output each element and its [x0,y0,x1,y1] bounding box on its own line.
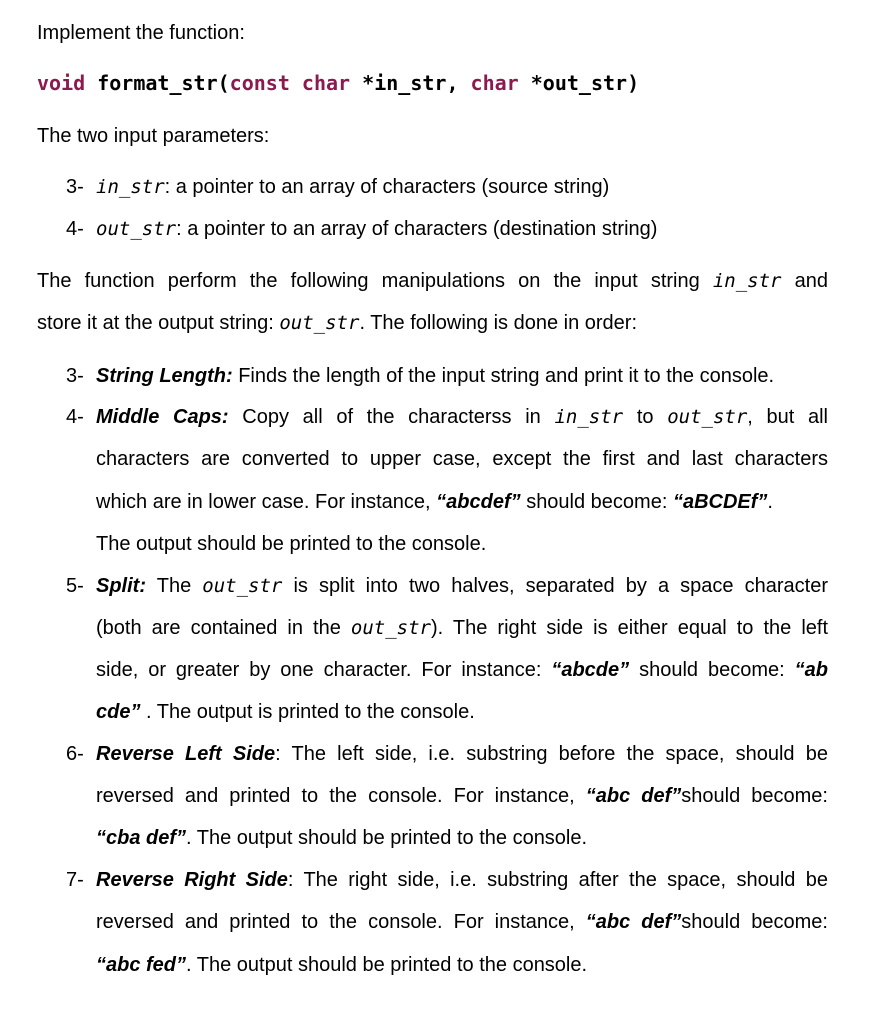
param-number: 4- [66,218,84,240]
example-string: “ab [794,659,828,681]
example-string: “cba def” [96,827,187,849]
step-line: (both are contained in the out_str). The right side is either equal to the left [96,617,828,639]
step-line: reversed and printed to the console. For instance, “abc def”should become: [96,785,828,807]
step-line: side, or greater by one character. For instance: “abcde” should become: “ab [96,659,828,681]
param-item [96,217,657,241]
step-line: which are in lower case. For instance, “abcdef” should become: “aBCDEf”. [96,491,773,513]
char-keyword: char [289,71,351,95]
step-line: cde” . The output is printed to the console. [96,701,475,723]
inline-var: in_str [554,406,624,428]
step-line: The output should be printed to the console. [96,533,487,555]
const-keyword: const [229,71,290,95]
param-item [96,175,609,199]
step-number: 3- [66,365,84,387]
param-name: in_str [96,176,165,198]
param-desc: : a pointer to an array of characters (source string) [164,176,610,198]
intro-text: Implement the function: [37,22,245,44]
inline-var: out_str [667,406,748,428]
example-string: “abcdef” [436,491,521,513]
inline-var: out_str [279,312,360,334]
function-name: format_str( [85,71,230,95]
inline-var: out_str [350,617,431,639]
step-title: String Length: [96,365,233,387]
inline-var: out_str [202,575,283,597]
step-title: Reverse Right Side [96,869,288,891]
params-heading: The two input parameters: [37,125,270,147]
step-number: 6- [66,743,84,765]
param-in-str: *in_str, [350,71,459,95]
step-line: Reverse Right Side: The right side, i.e. substring after the space, should be [96,869,828,891]
step-line: characters are converted to upper case, except the first and last characters [96,448,828,470]
example-string: “abc def” [585,785,682,807]
param-number: 3- [66,176,84,198]
step-line: Middle Caps: Copy all of the characterss in in_str to out_str, but all [96,406,828,428]
step-title: Reverse Left Side [96,743,276,765]
step-number: 5- [66,575,84,597]
example-string: “abc def” [585,911,682,933]
step-line: reversed and printed to the console. For instance, “abc def”should become: [96,911,828,933]
step-number: 4- [66,406,84,428]
example-string: cde” [96,701,141,723]
param-desc: : a pointer to an array of characters (destination string) [176,218,658,240]
void-keyword: void [37,71,86,95]
example-string: “abcde” [551,659,630,681]
example-string: “aBCDEf” [672,491,768,513]
step-line: “abc fed”. The output should be printed to the console. [96,954,588,976]
step-line: String Length: Finds the length of the input string and print it to the console. [96,365,775,387]
char-keyword: char [458,71,519,95]
paragraph-line: The function perform the following manipulations on the input string in_str and [37,270,828,292]
inline-var: in_str [712,270,782,292]
step-title: Middle Caps: [96,406,229,428]
step-line: “cba def”. The output should be printed to the console. [96,827,588,849]
function-signature [37,71,639,95]
step-title: Split: [96,575,146,597]
example-string: “abc fed” [96,954,187,976]
paragraph-line: store it at the output string: out_str. The following is done in order: [37,312,638,334]
step-line: Split: The out_str is split into two halves, separated by a space character [96,575,828,597]
step-number: 7- [66,869,84,891]
step-line: Reverse Left Side: The left side, i.e. substring before the space, should be [96,743,828,765]
param-out-str: *out_str) [518,71,640,95]
param-name: out_str [96,218,177,240]
